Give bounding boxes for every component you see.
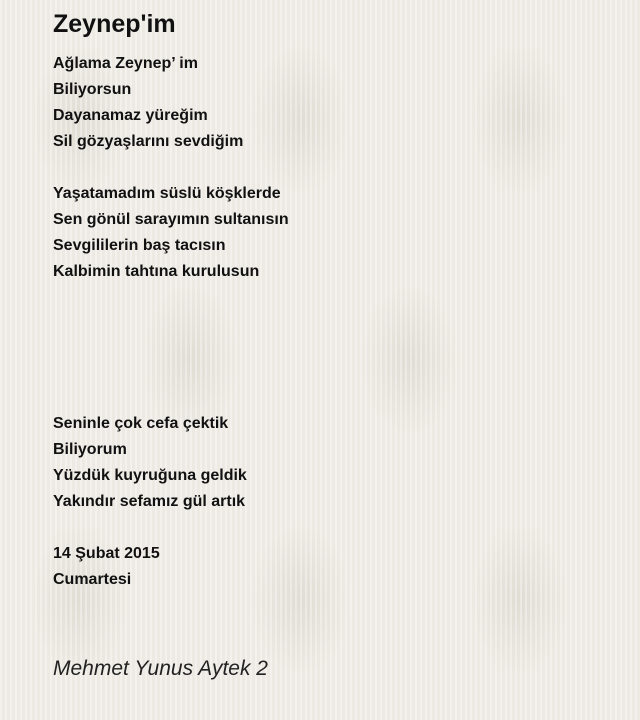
poem-line: Dayanamaz yüreğim [53, 107, 208, 124]
date-block [53, 541, 160, 593]
poem-line: Biliyorum [53, 441, 127, 458]
stanza-2 [53, 181, 289, 285]
poem-title: Zeynep'im [53, 10, 176, 38]
poem-weekday: Cumartesi [53, 571, 132, 588]
poem-line: Sil gözyaşlarını sevdiğim [53, 133, 244, 150]
poem-date: 14 Şubat 2015 [53, 545, 160, 562]
poem-line: Seninle çok cefa çektik [53, 415, 229, 432]
poem-line: Sen gönül sarayımın sultanısın [53, 211, 289, 228]
author-name: Mehmet Yunus Aytek 2 [53, 657, 268, 680]
stanza-1 [53, 51, 243, 155]
poem-line: Kalbimin tahtına kurulusun [53, 263, 260, 280]
poem-line: Biliyorsun [53, 81, 132, 98]
stanza-3 [53, 411, 247, 515]
poem-line: Sevgililerin baş tacısın [53, 237, 226, 254]
poem-line: Yaşatamadım süslü köşklerde [53, 185, 281, 202]
poem-line: Yüzdük kuyruğuna geldik [53, 467, 247, 484]
poem-line: Ağlama Zeynep’ im [53, 55, 198, 72]
poem-line: Yakındır sefamız gül artık [53, 493, 246, 510]
